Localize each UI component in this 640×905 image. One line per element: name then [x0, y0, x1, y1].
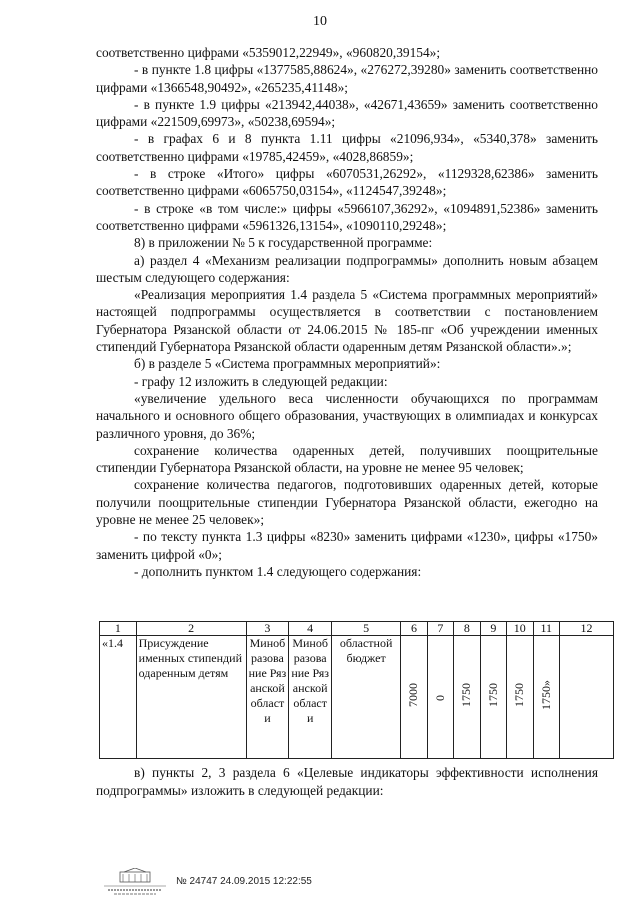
amount-cell	[480, 636, 506, 759]
table-header-cell: 5	[332, 622, 401, 636]
paragraph: - графу 12 изложить в следующей редакции:	[134, 373, 388, 389]
amount-value: 1750	[459, 683, 474, 707]
table-header-cell: 8	[454, 622, 480, 636]
paragraph: сохранение количества педагогов, подготовивших одаренных детей, которые получили поощрительные стипендии Губернатора Рязанской области, ежегодно на уровне не менее 25 человек»;	[96, 477, 598, 528]
activity-name-cell: Присуждение именных стипендий одаренным детям	[136, 636, 246, 759]
table-header-cell: 9	[480, 622, 506, 636]
paragraph: а) раздел 4 «Механизм реализации подпрограммы» дополнить новым абзацем шестым следующего содержания:	[96, 252, 598, 285]
document-body	[96, 44, 598, 580]
amount-cell	[454, 636, 480, 759]
paragraph: - по тексту пункта 1.3 цифры «8230» заменить цифрами «1230», цифры «1750» заменить цифрой «0»;	[96, 529, 598, 562]
paragraph: - в строке «в том числе:» цифры «5966107,36292», «1094891,52386» заменить соответственно цифрами «5961326,13154», «1090110,29248»;	[96, 200, 598, 233]
program-table	[99, 621, 614, 759]
paragraph: 8) в приложении № 5 к государственной программе:	[134, 235, 433, 251]
table-header-cell: 11	[533, 622, 559, 636]
paragraph: б) в разделе 5 «Система программных мероприятий»:	[134, 356, 441, 372]
table-header-cell: 3	[246, 622, 289, 636]
paragraph: в) пункты 2, 3 раздела 6 «Целевые индикаторы эффективности исполнения подпрограммы» изложить в следующей редакции:	[96, 765, 598, 798]
table-header-cell: 4	[289, 622, 332, 636]
paragraph: «увеличение удельного веса численности обучающихся по программам начального и основного общего образования, участвующих в олимпиадах и конкурсах различного уровня, до 36%;	[96, 390, 598, 441]
table-header-cell: 6	[401, 622, 427, 636]
table-header-cell: 2	[136, 622, 246, 636]
registry-stamp-icon	[100, 868, 170, 896]
page-number: 10	[313, 14, 327, 29]
paragraph: - в графах 6 и 8 пункта 1.11 цифры «21096,934», «5340,378» заменить соответственно цифрами «19785,42459», «4028,86859»;	[96, 131, 598, 164]
amount-cell	[507, 636, 533, 759]
amount-cell	[427, 636, 453, 759]
table-header-cell: 10	[507, 622, 533, 636]
executor-cell: Минобразование Рязанской области	[246, 636, 289, 759]
amount-cell	[401, 636, 427, 759]
document-continuation	[96, 764, 598, 799]
indicator-cell	[559, 636, 613, 759]
paragraph: - в пункте 1.8 цифры «1377585,88624», «276272,39280» заменить соответственно цифрами «1366548,90492», «265235,41148»;	[96, 62, 598, 95]
footer	[100, 868, 380, 898]
amount-cell	[533, 636, 559, 759]
amount-value: 1750»	[538, 680, 553, 710]
row-number-cell: «1.4	[100, 636, 137, 759]
paragraph: - в пункте 1.9 цифры «213942,44038», «42671,43659» заменить соответственно цифрами «221509,69973», «50238,69594»;	[96, 96, 598, 130]
amount-value: 7000	[406, 683, 421, 707]
table-header-cell: 7	[427, 622, 453, 636]
paragraph: сохранение количества одаренных детей, получивших поощрительные стипендии Губернатора Рязанской области, на уровне не менее 95 человек;	[96, 442, 598, 476]
table-row	[100, 636, 614, 759]
registration-stamp-text: № 24747 24.09.2015 12:22:55	[176, 876, 312, 887]
table-header-cell: 1	[100, 622, 137, 636]
paragraph: - дополнить пунктом 1.4 следующего содержания:	[134, 563, 422, 579]
amount-value: 1750	[485, 683, 500, 707]
amount-value: 1750	[512, 683, 527, 707]
paragraph: соответственно цифрами «5359012,22949», «960820,39154»;	[96, 45, 441, 60]
paragraph: - в строке «Итого» цифры «6070531,26292», «1129328,62386» заменить соответственно цифрами «6065750,03154», «1124547,39248»;	[96, 166, 598, 199]
table-header-row	[100, 622, 614, 636]
table-header-cell: 12	[559, 622, 613, 636]
paragraph: «Реализация мероприятия 1.4 раздела 5 «Система программных мероприятий» настоящей подпрограммы осуществляется в соответствии с постановлением Губернатора Рязанской области от 24.06.2015 № 185-пг «Об учреждении именных стипендий Губернатора Рязанской области одаренным детям Рязанской области».»;	[96, 287, 598, 355]
funding-source-cell: областной бюджет	[332, 636, 401, 759]
executor-cell: Минобразование Рязанской области	[289, 636, 332, 759]
amount-value: 0	[432, 694, 447, 701]
